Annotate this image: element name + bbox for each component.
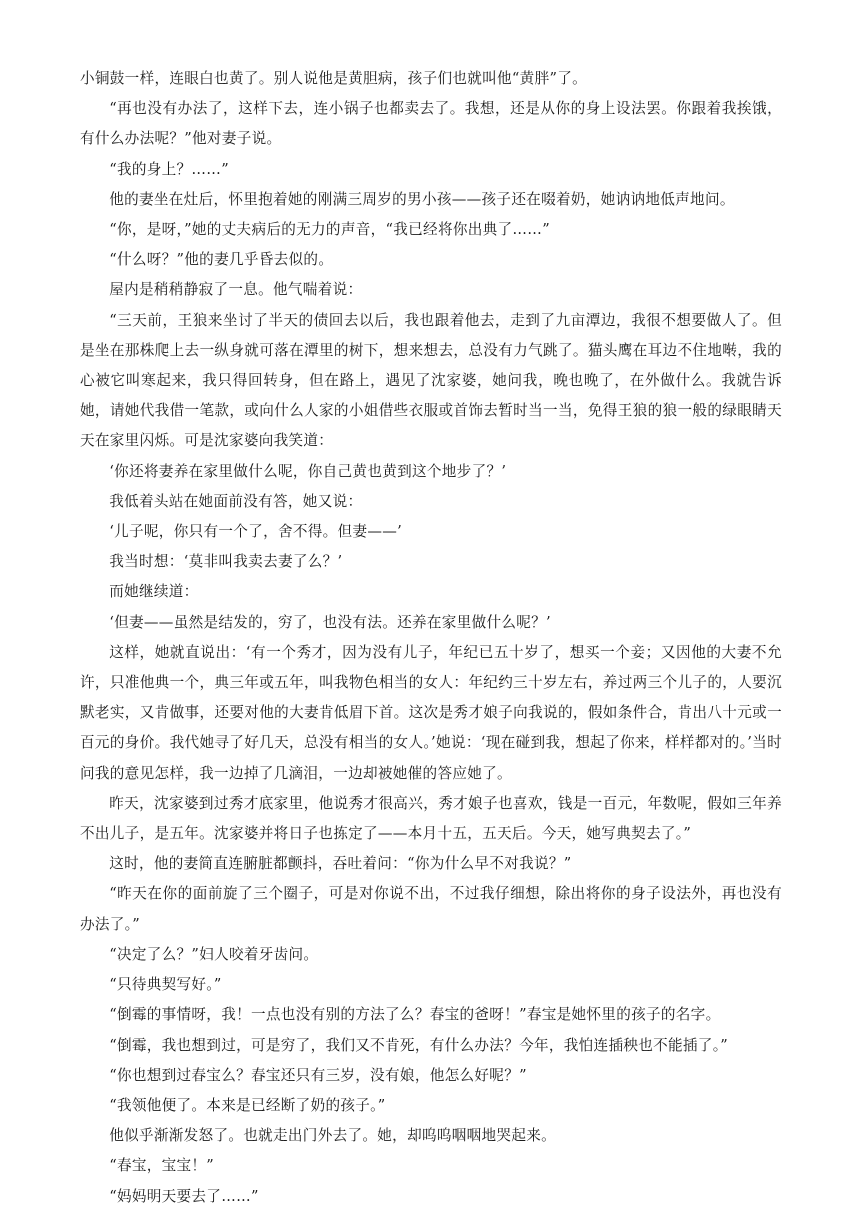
paragraph: 我当时想：‘莫非叫我卖去妻了么？’ [109, 553, 343, 571]
paragraph: 他的妻坐在灶后，怀里抱着她的刚满三周岁的男小孩——孩子还在啜着奶，她讷讷地低声地问。 [109, 190, 735, 208]
document-page [80, 64, 782, 1212]
paragraph: “倒霉，我也想到过，可是穷了，我们又不肯死，有什么办法？今年，我怕连插秧也不能插了。” [109, 1036, 729, 1054]
paragraph: “三天前，王狼来坐讨了半天的债回去以后，我也跟着他去，走到了九亩潭边，我很不想要做人了。但是坐在那株爬上去一纵身就可落在潭里的树下，想来想去，总没有力气跳了。猫头鹰在耳边不住地啭，我的心被它叫寒起来，我只得回转身，但在路上，遇见了沈家婆，她问我，晚也晚了，在外做什么。我就告诉她，请她代我借一笔款，或向什么人家的小姐借些衣服或首饰去暂时当一当，免得王狼的狼一般的绿眼睛天天在家里闪烁。可是沈家婆向我笑道： [80, 311, 782, 450]
paragraph: “妈妈明天要去了……” [109, 1187, 259, 1205]
paragraph: 而她继续道： [109, 583, 199, 601]
paragraph: 这样，她就直说出：‘有一个秀才，因为没有儿子，年纪已五十岁了，想买一个妾；又因他的大妻不允许，只准他典一个，典三年或五年，叫我物色相当的女人：年纪约三十岁左右，养过两三个儿子的，人要沉默老实，又肯做事，还要对他的大妻肯低眉下首。这次是秀才娘子向我说的，假如条件合，肯出八十元或一百元的身价。我代她寻了好几天，总没有相当的女人。’她说：‘现在碰到我，想起了你来，样样都对的。’当时问我的意见怎样，我一边掉了几滴泪，一边却被她催的答应她了。 [80, 643, 782, 782]
paragraph: “再也没有办法了，这样下去，连小锅子也都卖去了。我想，还是从你的身上设法罢。你跟着我挨饿，有什么办法呢？”他对妻子说。 [80, 100, 782, 148]
paragraph: 屋内是稍稍静寂了一息。他气喘着说： [109, 281, 363, 299]
paragraph: 小铜鼓一样，连眼白也黄了。别人说他是黄胆病，孩子们也就叫他“黄胖”了。 [80, 70, 588, 87]
paragraph: “什么呀？”他的妻几乎昏去似的。 [109, 251, 334, 269]
paragraph: 昨天，沈家婆到过秀才底家里，他说秀才很高兴，秀才娘子也喜欢，钱是一百元，年数呢，假如三年养不出儿子，是五年。沈家婆并将日子也拣定了——本月十五，五天后。今天，她写典契去了。” [80, 794, 782, 843]
paragraph: “昨天在你的面前旋了三个圈子，可是对你说不出，不过我仔细想，除出将你的身子设法外，再也没有办法了。” [80, 885, 782, 933]
paragraph: “你也想到过春宝么？春宝还只有三岁，没有娘，他怎么好呢？” [109, 1066, 527, 1084]
paragraph: “你，是呀，”她的丈夫病后的无力的声音，“我已经将你出典了……” [109, 221, 550, 239]
paragraph: ‘但妻——虽然是结发的，穷了，也没有法。还养在家里做什么呢？’ [109, 613, 551, 631]
paragraph: “决定了么？”妇人咬着牙齿问。 [109, 945, 319, 963]
paragraph: ‘儿子呢，你只有一个了，舍不得。但妻——’ [109, 523, 403, 541]
paragraph: 他似乎渐渐发怒了。也就走出门外去了。她，却呜呜咽咽地哭起来。 [109, 1127, 557, 1145]
paragraph: ‘你还将妻养在家里做什么呢，你自己黄也黄到这个地步了？’ [109, 462, 507, 480]
paragraph: 我低着头站在她面前没有答，她又说： [109, 492, 363, 510]
paragraph: “我领他便了。本来是已经断了奶的孩子。” [109, 1096, 386, 1114]
paragraph: “春宝，宝宝！” [109, 1157, 215, 1175]
paragraph: “倒霉的事情呀，我！一点也没有别的方法了么？春宝的爸呀！”春宝是她怀里的孩子的名字。 [109, 1006, 721, 1024]
paragraph: “只待典契写好。” [109, 976, 222, 994]
paragraph: 这时，他的妻简直连腑脏都颤抖，吞吐着问：“你为什么早不对我说？” [109, 855, 572, 873]
paragraph: “我的身上？……” [109, 160, 229, 178]
